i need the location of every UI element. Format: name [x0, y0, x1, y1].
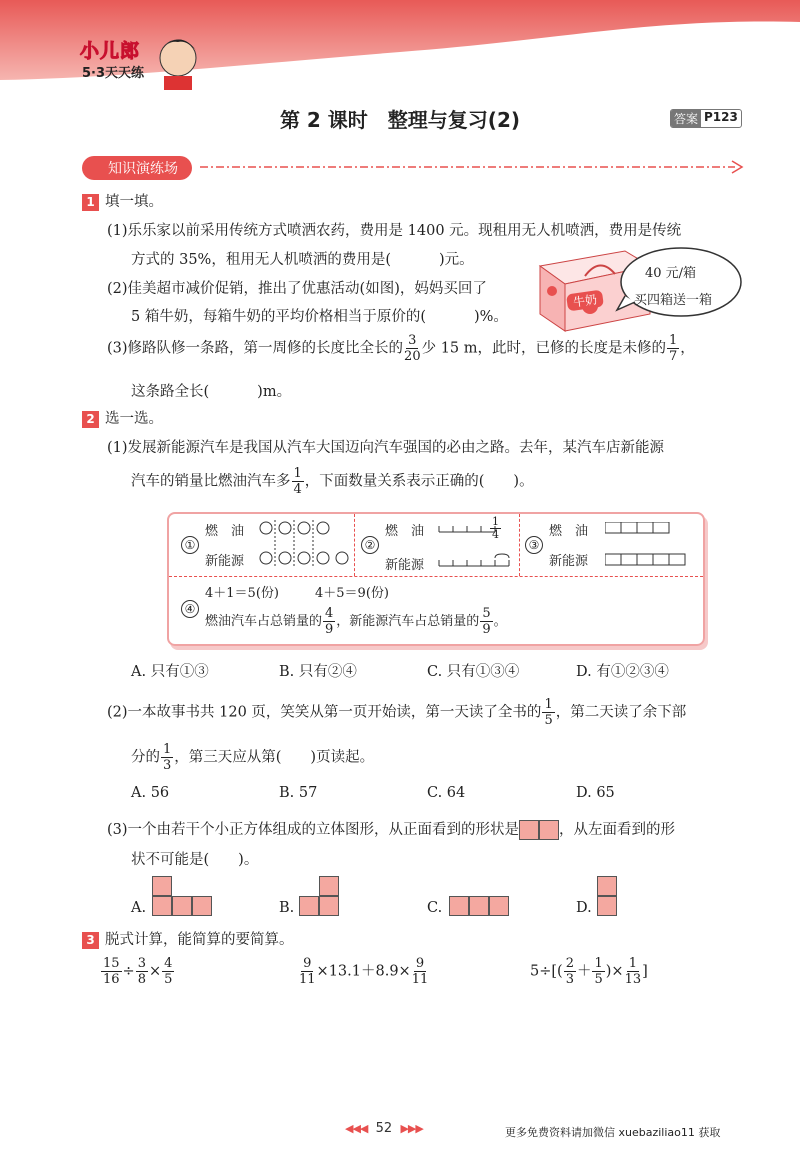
option-d[interactable]: D. — [576, 900, 592, 916]
page-number: ◀◀◀ 52 ▶▶▶ — [345, 1121, 423, 1136]
shape-d — [597, 876, 617, 916]
q1-p3-line2: 这条路全长( )m。 — [131, 384, 292, 400]
q2-s2-line2: 分的 $\frac{1}{3}$ ，第三天应从第( )页读起。 — [131, 742, 375, 773]
q1-p2-line1: (2)佳美超市减价促销，推出了优惠活动(如图)，妈妈买回了 — [107, 281, 487, 297]
bubble-price: 40 元/箱 — [645, 266, 697, 281]
q2-s3-line2: 状不可能是( )。 — [131, 852, 259, 868]
option-a[interactable]: A. 只有①③ — [131, 664, 209, 680]
right-arrows-icon: ▶▶▶ — [400, 1122, 423, 1135]
option-b[interactable]: B. 只有②④ — [279, 664, 357, 680]
price-bubble — [615, 244, 743, 322]
option-d[interactable]: D. 有①②③④ — [576, 664, 669, 680]
bubble-offer: 买四箱送一箱 — [634, 293, 713, 308]
shape-b — [299, 876, 339, 916]
milk-label: 牛奶 — [566, 290, 604, 312]
shape-a — [152, 876, 212, 916]
q1-p1-line1: (1)乐乐家以前采用传统方式喷洒农药，费用是 1400 元。现租用无人机喷洒，费用是传统 — [107, 223, 682, 239]
option-c[interactable]: C. 只有①③④ — [427, 664, 520, 680]
option-c[interactable]: C. — [427, 900, 443, 916]
q2-s1-line1: (1)发展新能源汽车是我国从汽车大国迈向汽车强国的必由之路。去年，某汽车店新能源 — [107, 440, 665, 456]
q2-s2-line1: (2)一本故事书共 120 页，笑笑从第一页开始读，第一天读了全书的 $\frac{1}{5}$ ，第二天读了余下部 — [107, 697, 687, 728]
q2-s1-line2: 汽车的销量比燃油汽车多 $\frac{1}{4}$ ，下面数量关系表示正确的( )。 — [131, 466, 534, 497]
q1-p1-line2: 方式的 35%，租用无人机喷洒的费用是( )元。 — [131, 252, 474, 268]
expr-3: 5÷[( $\frac{2}{3}$ ＋ $\frac{1}{5}$ )× $\frac{1}{13}$ ] — [530, 956, 648, 987]
q3-heading: 3 脱式计算，能简算的要简算。 — [82, 928, 294, 949]
logo-title: 小儿郎 — [80, 40, 141, 62]
logo-subtitle: 5·3天天练 — [82, 66, 145, 81]
footer-note: 更多免费资料请加微信 xuebaziliao11 获取 — [505, 1126, 721, 1139]
option-b[interactable]: B. — [279, 900, 295, 916]
option-a[interactable]: A. 56 — [131, 785, 170, 801]
diagram-box: ① 燃 油 新能源 ② 燃 油 新能源 $\frac{1}{4}$ ③ 燃 油 新能源 ④ 4＋1＝5(份) 4＋5＝9(份) 燃油汽车占总销量的 $\frac{4}{9}$ ，新能源汽车占总销量的 $\frac{5}{9}$ 。 — [167, 512, 705, 646]
left-arrows-icon: ◀◀◀ — [345, 1122, 368, 1135]
q1-p3-line1: (3)修路队修一条路，第一周修的长度比全长的 $\frac{3}{20}$ 少 15 m，此时，已修的长度是未修的 $\frac{1}{7}$ ， — [107, 333, 695, 364]
q2-s3-line1: (3)一个由若干个小正方体组成的立体图形，从正面看到的形状是 ，从左面看到的形 — [107, 822, 676, 838]
page-title: 第 2 课时 整理与复习(2) — [279, 108, 521, 132]
option-d[interactable]: D. 65 — [576, 785, 615, 801]
option-c[interactable]: C. 64 — [427, 785, 466, 801]
answer-ref: 答案 P123 — [670, 109, 742, 128]
q1-p2-line2: 5 箱牛奶，每箱牛奶的平均价格相当于原价的( )%。 — [131, 309, 508, 325]
option-b[interactable]: B. 57 — [279, 785, 318, 801]
section-label: 知识演练场 — [82, 156, 192, 180]
section-divider — [200, 160, 745, 174]
q1-heading: 1 填一填。 — [82, 190, 163, 211]
front-view-shape — [519, 820, 559, 840]
q2-heading: 2 选一选。 — [82, 407, 163, 428]
expr-2: $\frac{9}{11}$ ×13.1＋8.9× $\frac{9}{11}$ — [299, 956, 429, 987]
expr-1: $\frac{15}{16}$ ÷ $\frac{3}{8}$ × $\frac{4}{5}$ — [103, 956, 173, 987]
shape-c — [449, 896, 509, 916]
option-a[interactable]: A. — [131, 900, 147, 916]
